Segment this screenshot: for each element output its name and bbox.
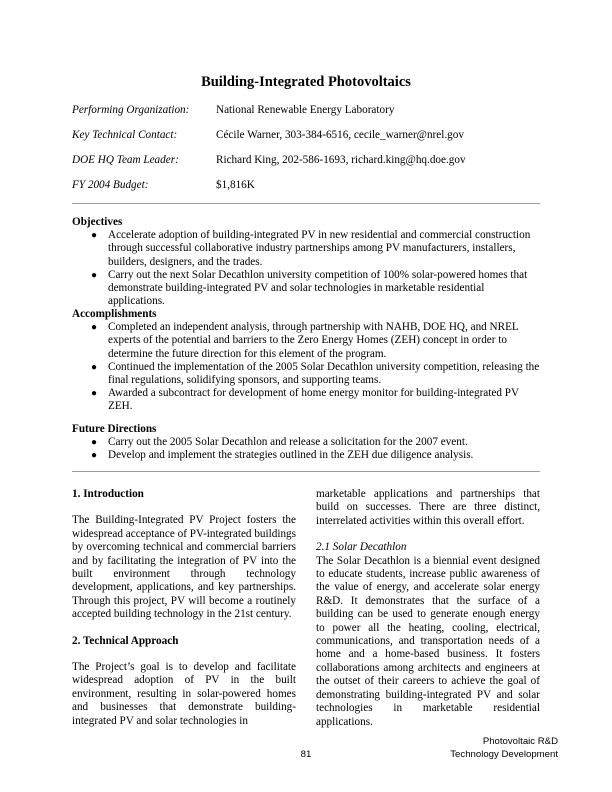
list-item: ● Carry out the 2005 Solar Decathlon and release a solicitation for the 2007 event.: [91, 436, 468, 449]
list-item: ● Awarded a subcontract for development of home energy monitor for building-integrated PV ZEH.: [91, 387, 519, 413]
future-directions-section: [72, 423, 540, 463]
bullet-icon: ●: [91, 361, 98, 373]
meta-label: DOE HQ Team Leader:: [72, 154, 179, 166]
meta-value: National Renewable Energy Laboratory: [216, 104, 395, 116]
bullet-icon: ●: [91, 230, 98, 242]
accomplishments-heading: Accomplishments: [72, 308, 157, 320]
list-item: ● Carry out the next Solar Decathlon university competition of 100% solar-powered homes that demonstrate building-integrated PV and solar technologies in marketable residential applications.: [91, 268, 528, 308]
bullet-icon: ●: [91, 437, 98, 449]
objectives-section: [72, 216, 540, 308]
solar-decathlon-paragraph: The Solar Decathlon is a biennial event designed to educate students, increase public awareness of the value of energy, and accelerate solar energy R&D. It demonstrates that the surface of a building can be used to generate enough energy to power all the heating, cooling, electrical, communications, and transportation needs of a home and a home-based business. It fosters collaborations among architects and engineers at the outset of their careers to achieve the goal of demonstrating building-integrated PV and solar technologies in marketable residential applications.: [316, 554, 540, 728]
introduction-paragraph: The Building-Integrated PV Project fosters the widespread acceptance of PV-integrated buildings by overcoming technical and commercial barriers and by facilitating the integration of PV into the built environment through technology development, applications, and key partnerships. Through this project, PV will become a routinely accepted building technology in the 21st century.: [72, 514, 296, 621]
bullet-icon: ●: [91, 269, 98, 281]
technical-approach-paragraph: The Project’s goal is to develop and facilitate widespread adoption of PV in the built environment, resulting in solar-powered homes and businesses that demonstrate building-integrated PV and solar technologies in: [72, 661, 296, 727]
objectives-heading: Objectives: [72, 216, 123, 228]
technical-approach-heading: 2. Technical Approach: [72, 634, 179, 647]
meta-label: Performing Organization:: [72, 104, 190, 116]
page-title: Building-Integrated Photovoltaics: [201, 74, 411, 90]
page-number: 81: [300, 749, 312, 760]
divider: [72, 471, 540, 472]
meta-label: Key Technical Contact:: [72, 129, 178, 141]
meta-value: Richard King, 202-586-1693, richard.king@hq.doe.gov: [216, 154, 466, 166]
list-item: ● Continued the implementation of the 2005 Solar Decathlon university competition, releasing the final regulations, solidifying sponsors, and supporting teams.: [91, 360, 540, 387]
introduction-heading: 1. Introduction: [72, 488, 144, 500]
future-directions-heading: Future Directions: [72, 423, 157, 435]
technical-approach-continued: marketable applications and partnerships that build on successes. There are three distinct, interrelated activities within this overall effort.: [316, 488, 540, 527]
divider: [72, 203, 540, 204]
bullet-icon: ●: [91, 450, 98, 462]
list-item: ● Completed an independent analysis, through partnership with NAHB, DOE HQ, and NREL experts of the potential and barriers to the Zero Energy Homes (ZEH) concept in order to determine the future direction for this element of the program.: [91, 321, 519, 360]
right-column: [316, 488, 540, 729]
bullet-icon: ●: [91, 322, 98, 334]
footer-line: Technology Development: [450, 748, 558, 760]
meta-value: Cécile Warner, 303-384-6516, cecile_warner@nrel.gov: [216, 129, 464, 141]
meta-value: $1,816K: [216, 179, 255, 191]
accomplishments-section: [72, 308, 540, 414]
list-item: ● Develop and implement the strategies outlined in the ZEH due diligence analysis.: [91, 449, 474, 462]
left-column: [72, 488, 296, 728]
bullet-icon: ●: [91, 388, 98, 400]
running-footer: [450, 736, 558, 761]
list-item: ● Accelerate adoption of building-integrated PV in new residential and commercial construction through successful collaborative industry partnerships among PV manufacturers, installers, builders, designers, and the trades.: [91, 229, 531, 268]
meta-label: FY 2004 Budget:: [72, 179, 149, 191]
footer-line: Photovoltaic R&D: [482, 736, 558, 747]
solar-decathlon-heading: 2.1 Solar Decathlon: [316, 541, 407, 554]
